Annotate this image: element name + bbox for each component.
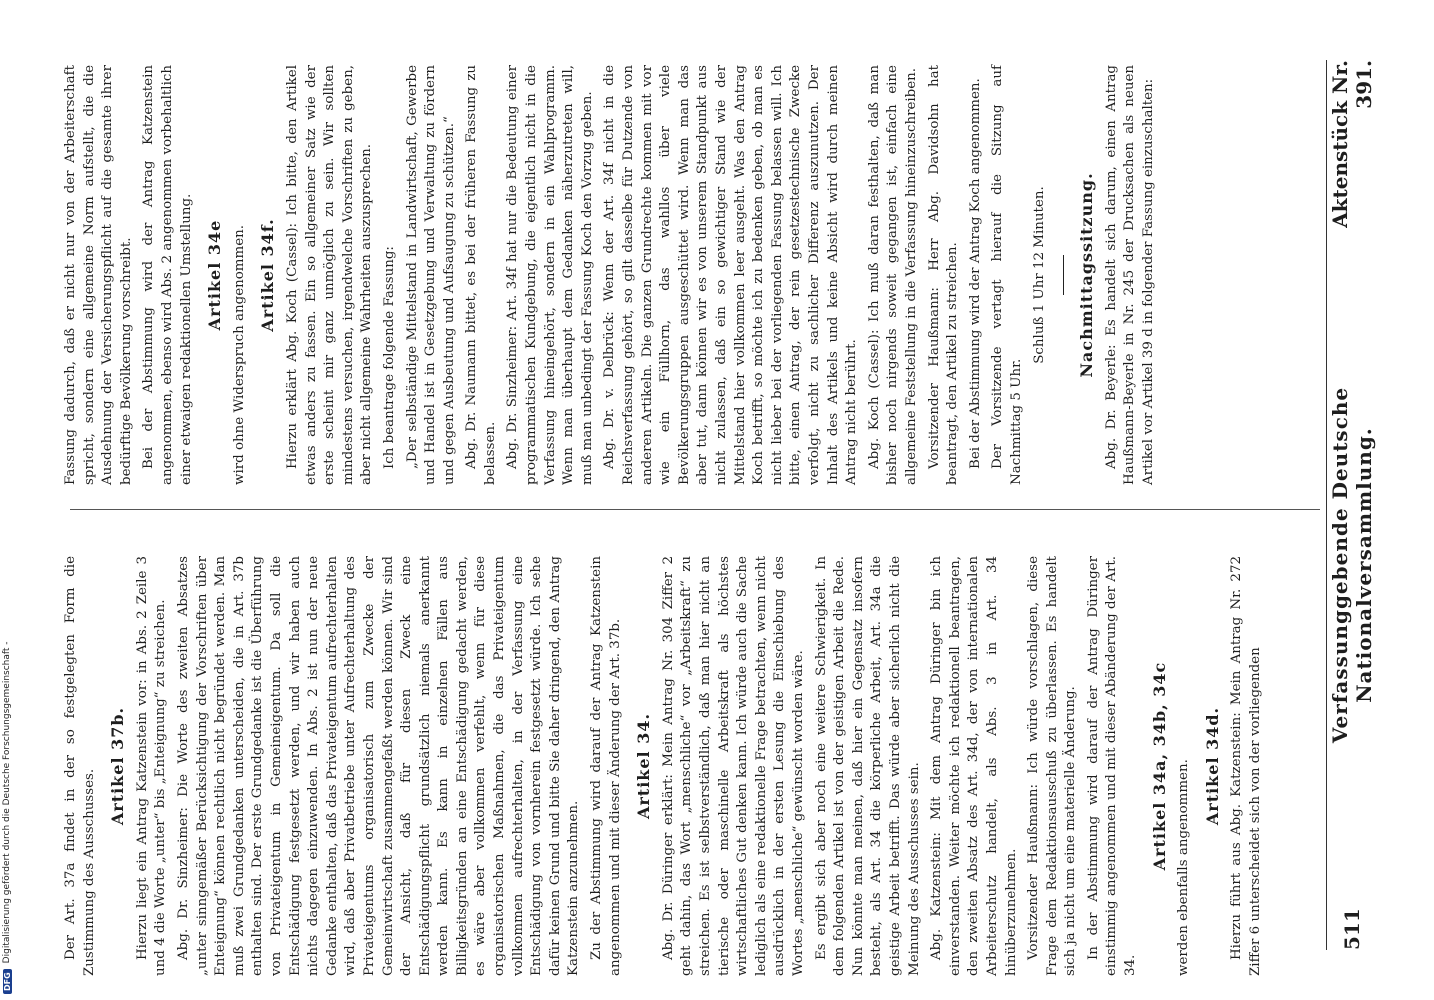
digitization-note: Digitalisierung gefördert durch die Deutsche Forschungsgemeinschaft - [2, 641, 12, 964]
paragraph: Abg. Dr. Düringer erklärt: Mein Antrag Nr. 304 Ziffer 2 geht dahin, das Wort „menschliche“ vor „Arbeitskraft“ zu streichen. Es ist selbstverständlich, daß man hier nicht an tierische oder maschinelle Arbeitskraft als höchstes wirtschaftliches Gut denken kann. Ich würde auch die Sache lediglich als eine redaktionelle Frage betrachten, wenn nicht ausdrücklich in der ersten Lesung die Einschiebung des Wortes „menschliche“ gewünscht worden wäre. [660, 556, 806, 976]
section-heading: Artikel 37b. [108, 706, 128, 826]
paragraph: Ich beantrage folgende Fassung: [381, 246, 397, 469]
section-heading: Artikel 34d. [1202, 706, 1222, 826]
paragraph: Hierzu erklärt Abg. Koch (Cassel): Ich bitte, den Artikel etwas anders zu fassen. Ein so allgemeiner Satz wie der erste scheint mir ganz unmöglich zu sein. Wir sollten mindestens versuchen, irgendwelche Vorschriften zu geben, aber nicht allgemeine Wahrheiten auszusprechen. [284, 65, 375, 485]
quoted-text: „Der selbständige Mittelstand in Landwirtschaft, Gewerbe und Handel ist in Gesetzgebung und Verwaltung zu fördern und gegen Ausbeutung und Aufsaugung zu schützen.“ [404, 65, 457, 485]
page-header [1328, 60, 1376, 950]
left-column [62, 65, 1318, 485]
paragraph: Bei der Abstimmung wird der Antrag Katzenstein angenommen, ebenso wird Abs. 2 angenommen vorbehaltlich einer etwaigen redaktionellen Umstellung. [141, 65, 194, 485]
paragraph: Es ergibt sich aber noch eine weitere Schwierigkeit. In dem folgenden Artikel ist von der geistigen Arbeit die Rede. Nun könnte man meinen, daß hier ein Gegensatz insofern besteht, als Art. 34 die körperliche Arbeit, Art. 34a die geistige Arbeit betrifft. Das würde aber sicherlich nicht die Meinung des Ausschusses sein. [813, 556, 922, 976]
paragraph: Abg. Dr. Beyerle: Es handelt sich darum, einen Antrag Haußmann-Beyerle in Nr. 245 der Drucksachen als neuen Artikel vor Artikel 39 d in folgender Fassung einzuschalten: [1103, 65, 1156, 485]
column-divider [70, 509, 1320, 510]
dfg-logo: DFG [3, 969, 12, 994]
paragraph: Abg. Dr. Naumann bittet, es bei der früheren Fassung zu belassen. [464, 65, 498, 485]
paragraph: Zu der Abstimmung wird darauf der Antrag Katzenstein angenommen und mit dieser Änderung der Art. 37b. [589, 556, 623, 976]
paragraph: Der Vorsitzende vertagt hierauf die Sitzung auf Nachmittag 5 Uhr. [990, 65, 1024, 485]
paragraph: Fassung dadurch, daß er nicht nur von der Arbeiterschaft spricht, sondern eine allgemeine Norm aufstellt, die die Ausdehnung der Versicherungspflicht auf die gesamte ihrer bedürftige Bevölkerung vorschreibt. [63, 65, 134, 485]
paragraph: wird ohne Widerspruch angenommen. [231, 224, 247, 485]
paragraph: Hierzu liegt ein Antrag Katzenstein vor: in Abs. 2 Zeile 3 und 4 die Worte „unter“ bis „Enteignung“ zu streichen. [134, 556, 169, 976]
closing-time: Schluß 1 Uhr 12 Minuten. [1031, 186, 1047, 364]
section-heading: Nachmittagssitzung. [1077, 172, 1097, 378]
paragraph: In der Abstimmung wird darauf der Antrag Düringer einstimmig angenommen und mit dieser Abänderung der Art. 34. [1085, 556, 1139, 976]
divider [1063, 255, 1064, 295]
paragraph: Abg. Koch (Cassel): Ich muß daran festhalten, daß man bisher noch nirgends soweit gegangen ist, einfach eine allgemeine Feststellung in die Verfassung hineinzuschreiben. [866, 65, 919, 485]
paragraph: Der Art. 37a findet in der so festgelegten Form die Zustimmung des Ausschusses. [63, 556, 97, 976]
paragraph: Abg. Dr. Sinzheimer: Art. 34f hat nur die Bedeutung einer programmatischen Kundgebung, die eigentlich nicht in die Verfassung hineingehört, sondern in ein Wahlprogramm. Wenn man überhaupt dem Gedanken näherzutreten will, muß man unbedingt der Fassung Koch den Vorzug geben. [505, 65, 595, 485]
page-number: 511 [1340, 908, 1364, 950]
digitization-footer [0, 0, 14, 1000]
section-heading: Artikel 34e [205, 219, 225, 331]
paragraph: Vorsitzender Haußmann: Herr Abg. Davidsohn hat beantragt, den Artikel zu streichen. [926, 65, 961, 485]
section-heading: Artikel 34f. [258, 218, 278, 332]
document-number: Aktenstück Nr. 391. [1328, 60, 1376, 228]
paragraph: Vorsitzender Haußmann: Ich würde vorschlagen, diese Frage dem Redaktionsausschuß zu überlassen. Es handelt sich ja nicht um eine materielle Änderung. [1026, 556, 1079, 976]
right-column [62, 556, 1318, 976]
page-title: Verfassunggebende Deutsche Nationalversammlung. [1328, 386, 1376, 744]
section-heading: Artikel 34. [634, 712, 654, 820]
paragraph: Hierzu führt aus Abg. Katzenstein: Mein Antrag Nr. 272 Ziffer 6 unterscheidet sich von der vorliegenden [1229, 556, 1264, 976]
header-rule [1326, 60, 1327, 950]
paragraph: Abg. Dr. v. Delbrück: Wenn der Art. 34f nicht in die Reichsverfassung gehört, so gilt dasselbe für Dutzende von anderen Artikeln. Die ganzen Grundrechte kommen mit vor wie ein Füllhorn, das wahllos über viele Bevölkerungsgruppen ausgeschüttet wird. Wenn man das aber tut, dann können wir es von unserem Standpunkt aus nicht zulassen, daß ein so gewichtiger Stand wie der Mittelstand hier vollkommen leer ausgeht. Was den Antrag Koch betrifft, so möchte ich zu bedenken geben, ob man es nicht lieber bei der vorliegenden Fassung belassen will. Ich bitte, einen Antrag, der rein gesetzestechnische Zwecke verfolgt, nicht zu sachlicher Differenz auszunutzen. Der Inhalt des Artikels und keine Absicht wird durch meinen Antrag nicht berührt. [602, 65, 860, 485]
paragraph: Bei der Abstimmung wird der Antrag Koch angenommen. [967, 78, 983, 469]
paragraph: werden ebenfalls angenommen. [1176, 759, 1192, 976]
section-heading: Artikel 34a, 34b, 34c [1149, 661, 1169, 871]
paragraph: Abg. Dr. Sinzheimer: Die Worte des zweiten Absatzes „unter sinngemäßer Berücksichtigung der Vorschriften über Enteignung“ können rechtlich nicht begründet werden. Man muß zwei Grundgedanken unterscheiden, die in Art. 37b enthalten sind. Der erste Grundgedanke ist die Überführung von Privateigentum in Gemeineigentum. Da soll die Entschädigung festgesetzt werden, und wir haben auch nichts dagegen einzuwenden. In Abs. 2 ist nun der neue Gedanke enthalten, daß das Privateigentum aufrechterhalten wird, daß aber Privatbetriebe unter Aufrechterhaltung des Privateigentums organisatorisch zum Zwecke der Gemeinwirtschaft zusammengefaßt werden können. Wir sind der Ansicht, daß für diesen Zweck eine Entschädigungspflicht grundsätzlich niemals anerkannt werden kann. Es kann in einzelnen Fällen aus Billigkeitsgründen an eine Entschädigung gedacht werden, es wäre aber vollkommen verfehlt, wenn für diese organisatorischen Maßnahmen, die das Privateigentum vollkommen aufrechterhalten, in der Verfassung eine Entschädigung von vornherein festgesetzt würde. Ich sehe dafür keinen Grund und bitte Sie daher dringend, den Antrag Katzenstein anzunehmen. [175, 556, 582, 976]
paragraph: Abg. Katzenstein: Mit dem Antrag Düringer bin ich einverstanden. Weiter möchte ich redaktionell beantragen, den zweiten Absatz des Art. 34d, der von internationalen Arbeiterschutz handelt, als Abs. 3 in Art. 34 hinüberzunehmen. [929, 556, 1019, 976]
